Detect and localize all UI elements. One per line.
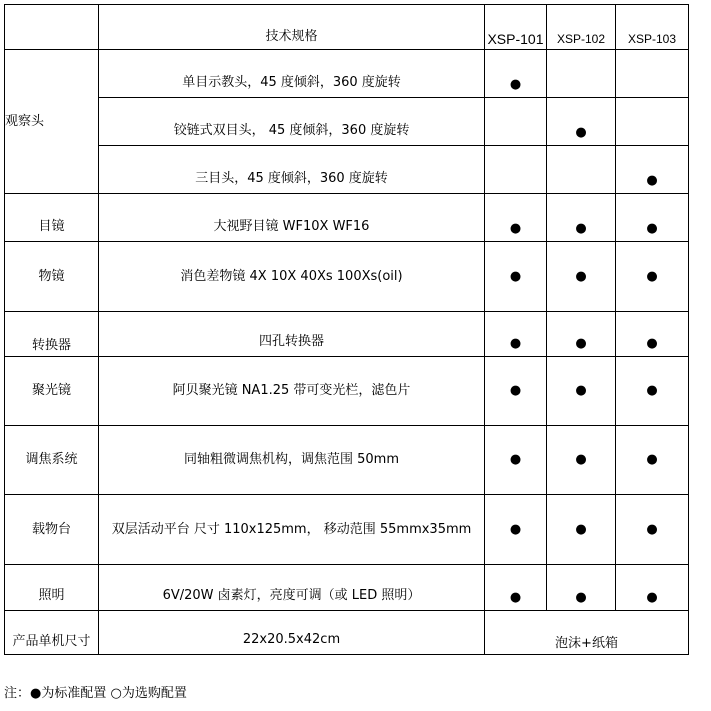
header-model-2: XSP-102: [547, 5, 616, 50]
spec-desc: 大视野目镜 WF10X WF16: [99, 194, 485, 242]
mark-cell: ●: [547, 565, 616, 611]
size-row: [5, 611, 689, 655]
mark-cell: ●: [616, 426, 689, 495]
mark-cell: [485, 146, 547, 194]
table-row: [5, 146, 689, 194]
table-row: [5, 357, 689, 426]
mark-cell: ●: [616, 495, 689, 565]
table-row: [5, 495, 689, 565]
mark-cell: [616, 98, 689, 146]
category-cell: 聚光镜: [5, 357, 99, 426]
mark-cell: ●: [547, 495, 616, 565]
table-row: [5, 312, 689, 357]
table-row: [5, 242, 689, 312]
table-row: [5, 426, 689, 495]
header-model-1: XSP-101: [485, 5, 547, 50]
spec-desc: 消色差物镜 4X 10X 40Xs 100Xs(oil): [99, 242, 485, 312]
mark-cell: ●: [485, 50, 547, 98]
header-row: [5, 5, 689, 50]
spec-desc: 铰链式双目头， 45 度倾斜，360 度旋转: [99, 98, 485, 146]
mark-cell: ●: [547, 242, 616, 312]
table-row: [5, 565, 689, 611]
table-row: [5, 194, 689, 242]
mark-cell: ●: [547, 312, 616, 357]
category-cell: 载物台: [5, 495, 99, 565]
spec-desc: 阿贝聚光镜 NA1.25 带可变光栏，滤色片: [99, 357, 485, 426]
mark-cell: ●: [485, 242, 547, 312]
mark-cell: ●: [547, 194, 616, 242]
header-spec: 技术规格: [99, 5, 485, 50]
mark-cell: ●: [616, 146, 689, 194]
spec-table: [4, 4, 689, 655]
category-cell: 产品单机尺寸: [5, 611, 99, 655]
mark-cell: ●: [485, 565, 547, 611]
spec-desc: 6V/20W 卤素灯，亮度可调（或 LED 照明）: [99, 565, 485, 611]
spec-desc: 同轴粗微调焦机构，调焦范围 50mm: [99, 426, 485, 495]
packaging-value: 泡沫+纸箱: [485, 611, 689, 655]
mark-cell: ●: [547, 98, 616, 146]
mark-cell: ●: [616, 194, 689, 242]
mark-cell: ●: [547, 426, 616, 495]
mark-cell: ●: [616, 312, 689, 357]
mark-cell: ●: [616, 565, 689, 611]
spec-desc: 四孔转换器: [99, 312, 485, 357]
spec-desc: 双层活动平台 尺寸 110x125mm， 移动范围 55mmx35mm: [99, 495, 485, 565]
mark-cell: ●: [547, 357, 616, 426]
table-row: [5, 98, 689, 146]
spec-desc: 三目头，45 度倾斜，360 度旋转: [99, 146, 485, 194]
header-blank-cell: [5, 5, 99, 50]
mark-cell: ●: [485, 426, 547, 495]
mark-cell: ●: [485, 357, 547, 426]
mark-cell: ●: [616, 357, 689, 426]
mark-cell: ●: [485, 312, 547, 357]
size-value: 22x20.5x42cm: [99, 611, 485, 655]
category-cell: 观察头: [5, 50, 99, 194]
mark-cell: [547, 50, 616, 98]
mark-cell: ●: [616, 242, 689, 312]
header-model-3: XSP-103: [616, 5, 689, 50]
footnote: 注：●为标准配置 ○为选购配置: [4, 686, 187, 701]
spec-desc: 单目示教头，45 度倾斜，360 度旋转: [99, 50, 485, 98]
mark-cell: ●: [485, 194, 547, 242]
category-cell: 照明: [5, 565, 99, 611]
category-cell: 物镜: [5, 242, 99, 312]
mark-cell: [616, 50, 689, 98]
mark-cell: [485, 98, 547, 146]
table-row: [5, 50, 689, 98]
category-cell: 转换器: [5, 312, 99, 357]
mark-cell: ●: [485, 495, 547, 565]
mark-cell: [547, 146, 616, 194]
category-cell: 目镜: [5, 194, 99, 242]
category-cell: 调焦系统: [5, 426, 99, 495]
